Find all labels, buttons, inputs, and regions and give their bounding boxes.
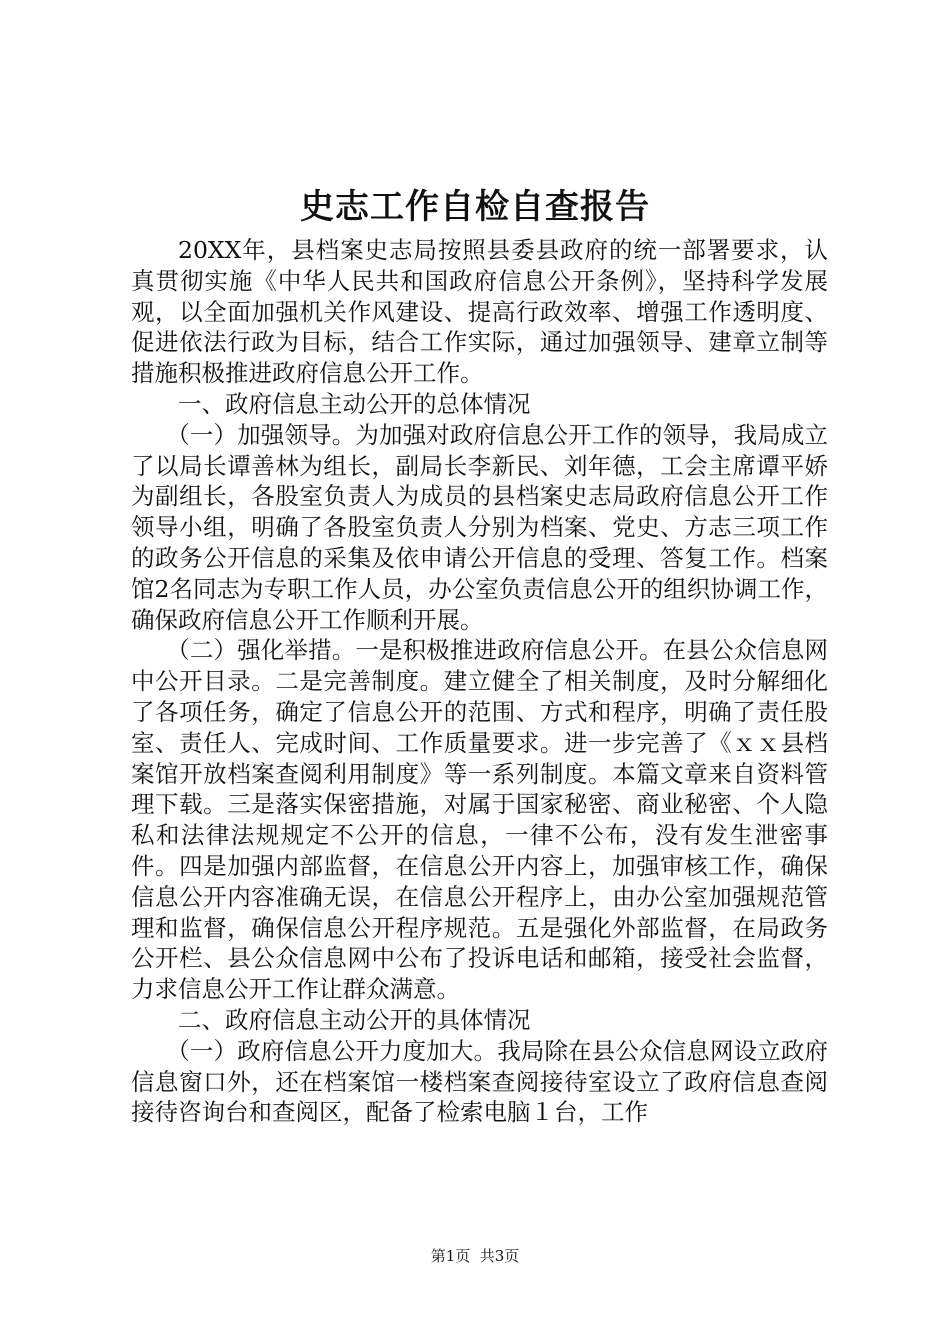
paragraph-disclosure: （一）政府信息公开力度加大。我局除在县公众信息网设立政府信息窗口外，还在档案馆一楼档案查阅接待室设立了政府信息查阅接待咨询台和查阅区，配备了检索电脑１台，工作 <box>131 1036 828 1127</box>
document-body <box>131 235 828 1128</box>
paragraph-intro: 20XX年，县档案史志局按照县委县政府的统一部署要求，认真贯彻实施《中华人民共和国政府信息公开条例》，坚持科学发展观，以全面加强机关作风建设、提高行政效率、增强工作透明度、促进依法行政为目标，结合工作实际，通过加强领导、建章立制等措施积极推进政府信息公开工作。 <box>131 236 828 388</box>
document-title: 史志工作自检自查报告 <box>300 187 650 227</box>
paragraph-leadership: （一）加强领导。为加强对政府信息公开工作的领导，我局成立了以局长谭善林为组长，副局长李新民、刘年德，工会主席谭平娇为副组长，各股室负责人为成员的县档案史志局政府信息公开工作领导小组，明确了各股室负责人分别为档案、党史、方志三项工作的政务公开信息的采集及依申请公开信息的受理、答复工作。档案馆2名同志为专职工作人员，办公室负责信息公开的组织协调工作，确保政府信息公开工作顺利开展。 <box>131 420 828 634</box>
paragraph-measures: （二）强化举措。一是积极推进政府信息公开。在县公众信息网中公开目录。二是完善制度。建立健全了相关制度，及时分解细化了各项任务，确定了信息公开的范围、方式和程序，明确了责任股室、责任人、完成时间、工作质量要求。进一步完善了《ｘｘ县档案馆开放档案查阅利用制度》等一系列制度。本篇文章来自资料管理下载。三是落实保密措施，对属于国家秘密、商业秘密、个人隐私和法律法规规定不公开的信息，一律不公布，没有发生泄密事件。四是加强内部监督，在信息公开内容上，加强审核工作，确保信息公开内容准确无误，在信息公开程序上，由办公室加强规范管理和监督，确保信息公开程序规范。五是强化外部监督，在局政务公开栏、县公众信息网中公布了投诉电话和邮箱，接受社会监督，力求信息公开工作让群众满意。 <box>131 636 828 1004</box>
section-heading-1: 一、政府信息主动公开的总体情况 <box>178 389 531 418</box>
page-footer: 第1页 共3页 <box>430 1247 520 1265</box>
section-heading-2: 二、政府信息主动公开的具体情况 <box>178 1005 531 1034</box>
